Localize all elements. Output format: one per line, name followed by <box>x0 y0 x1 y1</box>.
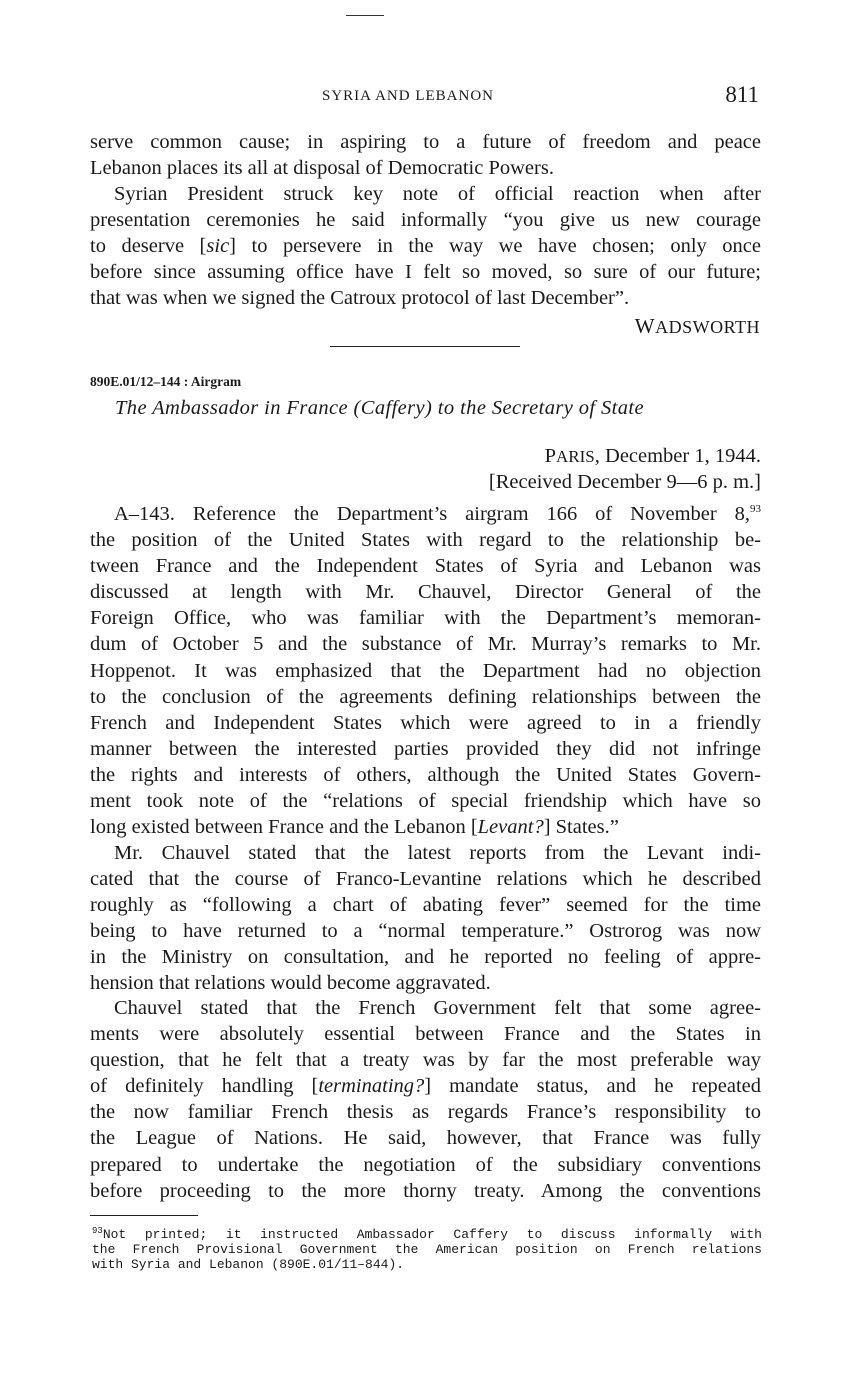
text-line: of definitely handling [terminating?] mandate status, and he repeated <box>90 1075 761 1098</box>
text-line: to deserve [sic] to persevere in the way we have chosen; only once <box>90 235 762 258</box>
text-line: the rights and interests of others, although the United States Govern- <box>90 763 761 786</box>
place-date: PARIS, December 1, 1944. <box>544 445 761 467</box>
page-number: 811 <box>725 82 759 107</box>
footnote-line: the French Provisional Government the American position on French relations <box>92 1242 762 1257</box>
airgram-paragraph <box>90 501 761 840</box>
text-line: Syrian President struck key note of official reaction when after <box>114 183 761 205</box>
text-line: dum of October 5 and the substance of Mr. Murray’s remarks to Mr. <box>90 633 761 656</box>
text-line: the League of Nations. He said, however, that France was fully <box>90 1127 761 1150</box>
text-line: before since assuming office have I felt so moved, so sure of our future; <box>90 261 761 284</box>
text-line: the now familiar French thesis as regards France’s responsibility to <box>90 1101 761 1124</box>
section-divider <box>330 346 520 347</box>
footnote-reference: 93 <box>750 503 761 515</box>
editorial-note: Levant? <box>477 816 544 839</box>
text-line: in the Ministry on consultation, and he reported no feeling of appre- <box>90 946 761 969</box>
chauvel-paragraph-2 <box>90 995 761 1204</box>
editorial-note: sic <box>206 235 230 258</box>
text-line: Chauvel stated that the French Government felt that some agree- <box>114 997 761 1019</box>
text-line: cated that the course of Franco-Levantine relations which he described <box>90 868 761 891</box>
text-line: the position of the United States with regard to the relationship be- <box>90 529 761 552</box>
continuation-paragraph <box>90 129 761 181</box>
text-line: discussed at length with Mr. Chauvel, Director General of the <box>90 581 761 604</box>
text-line: being to have returned to a “normal temperature.” Ostrorog was now <box>90 920 761 943</box>
text-line: A–143. Reference the Department’s airgram 166 of November 8,93 <box>114 503 761 525</box>
text-line: Hoppenot. It was emphasized that the Department had no objection <box>90 659 761 682</box>
text-line: French and Independent States which were agreed to in a friendly <box>90 711 761 734</box>
text-line: prepared to undertake the negotiation of the subsidiary conventions <box>90 1153 761 1176</box>
text-line: ments were absolutely essential between France and the States in <box>90 1023 761 1046</box>
chauvel-paragraph-1 <box>90 840 761 997</box>
president-paragraph <box>90 181 761 311</box>
text-line: that was when we signed the Catroux protocol of last December”. <box>90 287 630 310</box>
text-line: long existed between France and the Lebanon [Levant?] States.” <box>90 816 619 839</box>
text-line: presentation ceremonies he said informally “you give us new courage <box>90 209 761 232</box>
running-head: SYRIA AND LEBANON <box>322 88 495 104</box>
text-line: hension that relations would become aggravated. <box>90 972 491 995</box>
footnote-rule <box>90 1215 198 1216</box>
text-line: before proceeding to the more thorny treaty. Among the conventions <box>90 1179 761 1202</box>
text-line: question, that he felt that a treaty was by far the most preferable way <box>90 1049 761 1072</box>
text-line: ment took note of the “relations of special friendship which have so <box>90 790 761 813</box>
text-line: to the conclusion of the agreements defining relationships between the <box>90 685 761 708</box>
text-line: roughly as “following a chart of abating fever” seemed for the time <box>90 894 761 917</box>
footnote-line: with Syria and Lebanon (890E.01/11–844). <box>92 1257 405 1272</box>
text-line: Lebanon places its all at disposal of Democratic Powers. <box>90 157 554 180</box>
text-line: tween France and the Independent States of Syria and Lebanon was <box>90 555 761 578</box>
document-title: The Ambassador in France (Caffery) to the Secretary of State <box>115 397 645 419</box>
editorial-note: terminating? <box>318 1075 425 1098</box>
text-line: serve common cause; in aspiring to a future of freedom and peace <box>90 131 761 153</box>
text-line: manner between the interested parties provided they did not infringe <box>90 737 761 760</box>
signature: WADSWORTH <box>634 314 760 338</box>
received-date: [Received December 9—6 p. m.] <box>488 471 761 493</box>
top-rule <box>346 15 384 16</box>
footnote-mark: 93 <box>92 1226 103 1236</box>
text-line: Mr. Chauvel stated that the latest reports from the Levant indi- <box>114 842 761 864</box>
footnote <box>92 1227 762 1272</box>
file-reference: 890E.01/12–144 : Airgram <box>90 374 242 389</box>
text-line: Foreign Office, who was familiar with the Department’s memoran- <box>90 607 761 630</box>
footnote-line: $^{93}$Not printed; it instructed Ambassador Caffery to discuss informally with <box>92 1226 762 1242</box>
